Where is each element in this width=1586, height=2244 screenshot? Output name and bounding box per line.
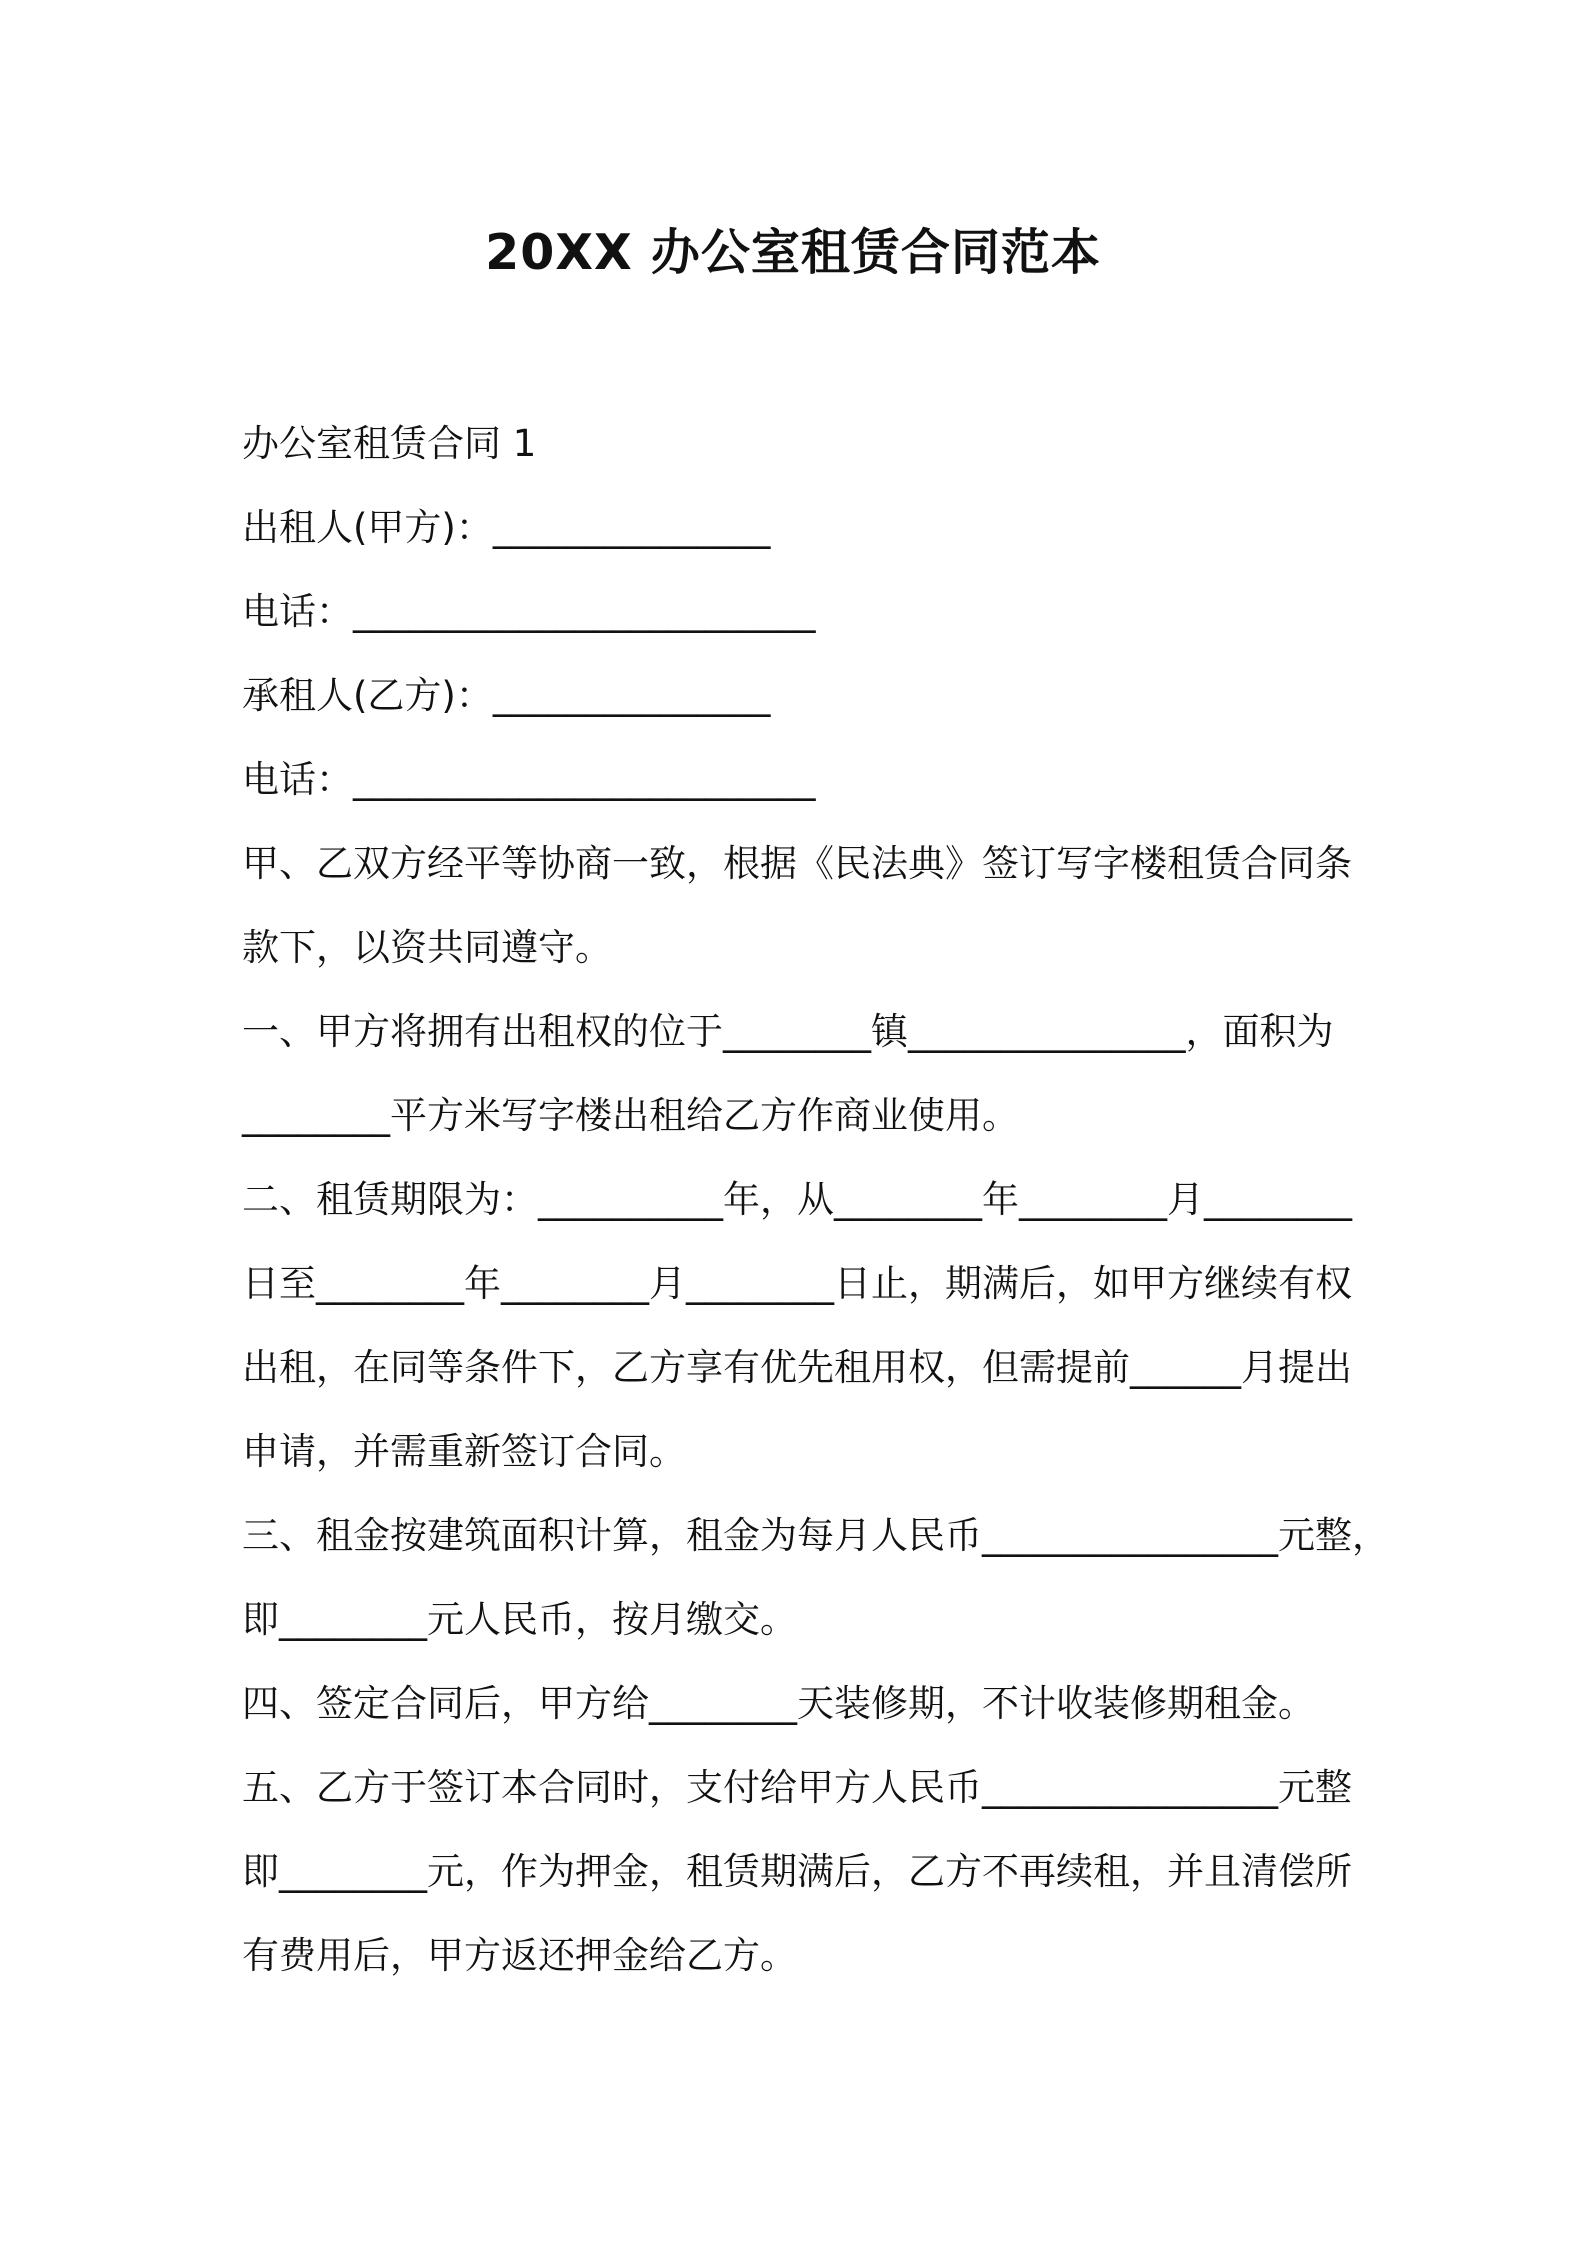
lessee-field-line: 承租人(乙方)：_______________	[242, 674, 771, 717]
lessor-field-line: 出租人(甲方)：_______________	[242, 506, 771, 549]
preamble-line-2: 款下，以资共同遵守。	[242, 926, 612, 969]
clause-5-line-1: 五、乙方于签订本合同时，支付给甲方人民币________________元整	[242, 1766, 1352, 1809]
clause-1-line-2: ________平方米写字楼出租给乙方作商业使用。	[242, 1094, 1019, 1137]
clause-2-line-2: 日至________年________月________日止，期满后，如甲方继续有权	[242, 1262, 1352, 1305]
contract-heading: 办公室租赁合同 1	[242, 422, 537, 465]
document-body	[242, 402, 1389, 1998]
preamble-line-1: 甲、乙双方经平等协商一致，根据《民法典》签订写字楼租赁合同条	[242, 842, 1352, 885]
lessee-phone-line: 电话：_________________________	[242, 758, 816, 801]
clause-2-line-3: 出租，在同等条件下，乙方享有优先租用权，但需提前______月提出	[242, 1346, 1352, 1389]
clause-4-line-1: 四、签定合同后，甲方给________天装修期，不计收装修期租金。	[242, 1682, 1315, 1725]
clause-5-line-2: 即________元，作为押金，租赁期满后，乙方不再续租，并且清偿所	[242, 1850, 1352, 1893]
lessor-phone-line: 电话：_________________________	[242, 590, 816, 633]
clause-5-line-3: 有费用后，甲方返还押金给乙方。	[242, 1934, 797, 1977]
document-title: 20XX 办公室租赁合同范本	[485, 224, 1101, 281]
clause-2-line-4: 申请，并需重新签订合同。	[242, 1430, 686, 1473]
clause-1-line-1: 一、甲方将拥有出租权的位于________镇_______________，面积为	[242, 1010, 1334, 1053]
clause-3-line-1: 三、租金按建筑面积计算，租金为每月人民币________________元整，	[242, 1514, 1389, 1557]
clause-3-line-2: 即________元人民币，按月缴交。	[242, 1598, 797, 1641]
clause-2-line-1: 二、租赁期限为：__________年，从________年________月________	[242, 1178, 1352, 1221]
